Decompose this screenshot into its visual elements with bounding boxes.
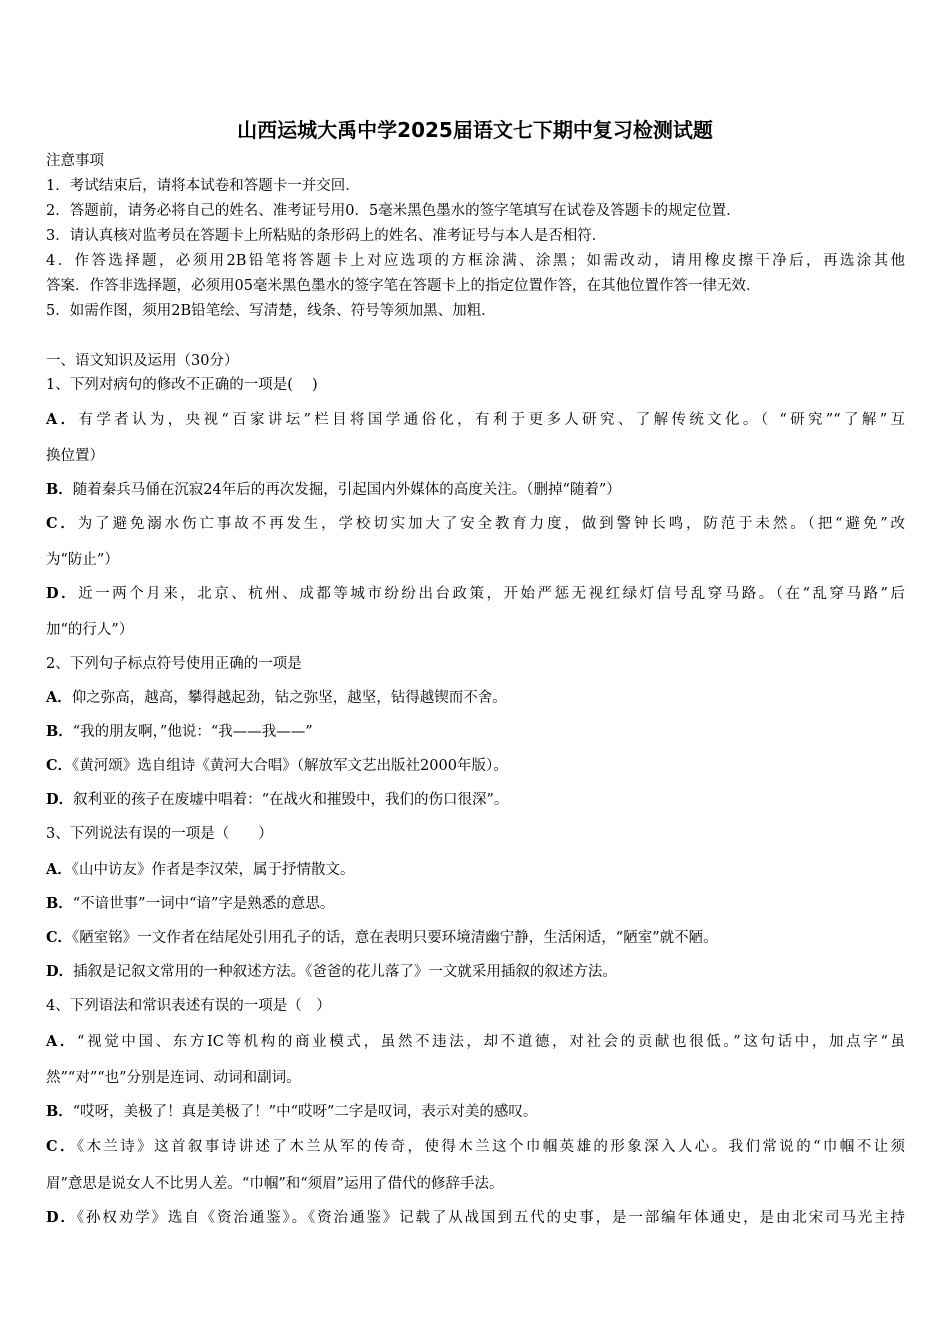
option-line: [46, 1137, 905, 1157]
option-line: [46, 1102, 537, 1122]
notice-line: 4．作答选择题，必须用2B铅笔将答题卡上对应选项的方框涂满、涂黑；如需改动，请用橡皮擦干净后，再选涂其他: [46, 253, 905, 269]
notice-line: 答案．作答非选择题，必须用05毫米黑色墨水的签字笔在答题卡上的指定位置作答，在其他位置作答一律无效．: [46, 278, 761, 294]
notice-line: 2．答题前，请务必将自己的姓名、准考证号用0．5毫米黑色墨水的签字笔填写在试卷及答题卡的规定位置．: [46, 203, 741, 219]
option-text: 插叙是记叙文常用的一种叙述方法。《爸爸的花儿落了》一文就采用插叙的叙述方法。: [73, 964, 617, 980]
option-text: 《孙权劝学》选自《资治通鉴》。《资治通鉴》记载了从战国到五代的史事，是一部编年体通史，是由北宋司马光主持: [76, 1210, 905, 1226]
option-line: [46, 1208, 905, 1228]
option-line: [46, 688, 507, 708]
question-stem: 4、下列语法和常识表述有误的一项是（ ）: [46, 998, 331, 1014]
notice-line: 1．考试结束后，请将本试卷和答题卡一并交回．: [46, 178, 360, 194]
option-label: B．: [46, 1103, 73, 1120]
option-text: 近一两个月来，北京、杭州、成都等城市纷纷出台政策，开始严惩无视红绿灯信号乱穿马路。（在“乱穿马路”后: [78, 586, 905, 602]
question-stem: 3、下列说法有误的一项是（ ）: [46, 826, 273, 842]
question-stem: 1、下列对病句的修改不正确的一项是( ): [46, 377, 318, 393]
option-line: [46, 790, 508, 810]
option-text: 《山中访友》作者是李汉荣，属于抒情散文。: [71, 862, 355, 878]
notice-heading: 注意事项: [46, 153, 104, 169]
option-label: D．: [46, 585, 79, 602]
option-label: B．: [46, 481, 73, 498]
option-line: [46, 514, 905, 534]
option-label: C．: [46, 757, 73, 774]
option-text: 为了避免溺水伤亡事故不再发生，学校切实加大了安全教育力度，做到警钟长鸣，防范于未然。（把“避免”改: [77, 516, 905, 532]
option-text: “不谙世事”一词中“谙”字是熟悉的意思。: [72, 896, 335, 912]
option-text: 《黄河颂》选自组诗《黄河大合唱》（解放军文艺出版社2000年版）。: [72, 758, 508, 774]
option-label: A．: [46, 411, 79, 428]
option-line: 为“防止”）: [46, 552, 119, 568]
question-stem: 2、下列句子标点符号使用正确的一项是: [46, 656, 302, 672]
option-text: 有学者认为，央视“百家讲坛”栏目将国学通俗化，有利于更多人研究、了解传统文化。（ “研究”“了解”互: [78, 412, 905, 428]
option-line: 加“的行人”）: [46, 622, 134, 638]
option-line: [46, 1032, 905, 1052]
option-label: B．: [46, 895, 73, 912]
option-line: [46, 928, 718, 948]
option-line: [46, 410, 905, 430]
option-label: C．: [46, 1138, 77, 1155]
section-heading: 一、语文知识及运用（30分）: [46, 353, 239, 369]
option-label: A．: [46, 689, 72, 706]
option-label: B．: [46, 723, 73, 740]
option-line: [46, 756, 508, 776]
option-text: “我的朋友啊，”他说：“我——我——”: [72, 724, 313, 740]
notice-line: 5．如需作图，须用2B铅笔绘、写清楚，线条、符号等须加黑、加粗．: [46, 303, 496, 319]
option-line: [46, 962, 617, 982]
option-text: 叙利亚的孩子在废墟中唱着：“在战火和摧毁中，我们的伤口很深”。: [73, 792, 509, 808]
option-label: C．: [46, 515, 78, 532]
option-line: 眉”意思是说女人不比男人差。“巾帼”和“须眉”运用了借代的修辞手法。: [46, 1176, 504, 1192]
option-line: [46, 860, 355, 880]
option-text: 仰之弥高，越高，攀得越起劲，钻之弥坚，越坚，钻得越锲而不舍。: [71, 690, 507, 706]
option-text: 《陋室铭》一文作者在结尾处引用孔子的话，意在表明只要环境清幽宁静，生活闲适，“陋室”就不陋。: [72, 930, 718, 946]
option-label: D．: [46, 791, 74, 808]
option-label: D．: [46, 963, 74, 980]
option-text: “视觉中国、东方IC等机构的商业模式，虽然不违法，却不道德，对社会的贡献也很低。”这句话中，加点字“虽: [77, 1034, 905, 1050]
option-text: “哎呀，美极了！真是美极了！”中“哎呀”二字是叹词，表示对美的感叹。: [72, 1104, 538, 1120]
notice-line: 3．请认真核对监考员在答题卡上所粘贴的条形码上的姓名、准考证号与本人是否相符．: [46, 228, 607, 244]
option-line: 然”“对”“也”分别是连词、动词和副词。: [46, 1070, 301, 1086]
option-text: 随着秦兵马俑在沉寂24年后的再次发掘，引起国内外媒体的高度关注。（删掉“随着”）: [72, 482, 621, 498]
option-label: A．: [46, 861, 72, 878]
option-line: [46, 722, 313, 742]
option-line: 换位置）: [46, 448, 104, 464]
option-line: [46, 584, 905, 604]
option-label: C．: [46, 929, 73, 946]
option-label: D．: [46, 1209, 77, 1226]
option-label: A．: [46, 1033, 78, 1050]
page-title: 山西运城大禹中学2025届语文七下期中复习检测试题: [237, 118, 713, 142]
option-line: [46, 480, 621, 500]
option-text: 《木兰诗》这首叙事诗讲述了木兰从军的传奇，使得木兰这个巾帼英雄的形象深入人心。我们常说的“巾帼不让须: [76, 1139, 905, 1155]
option-line: [46, 894, 334, 914]
